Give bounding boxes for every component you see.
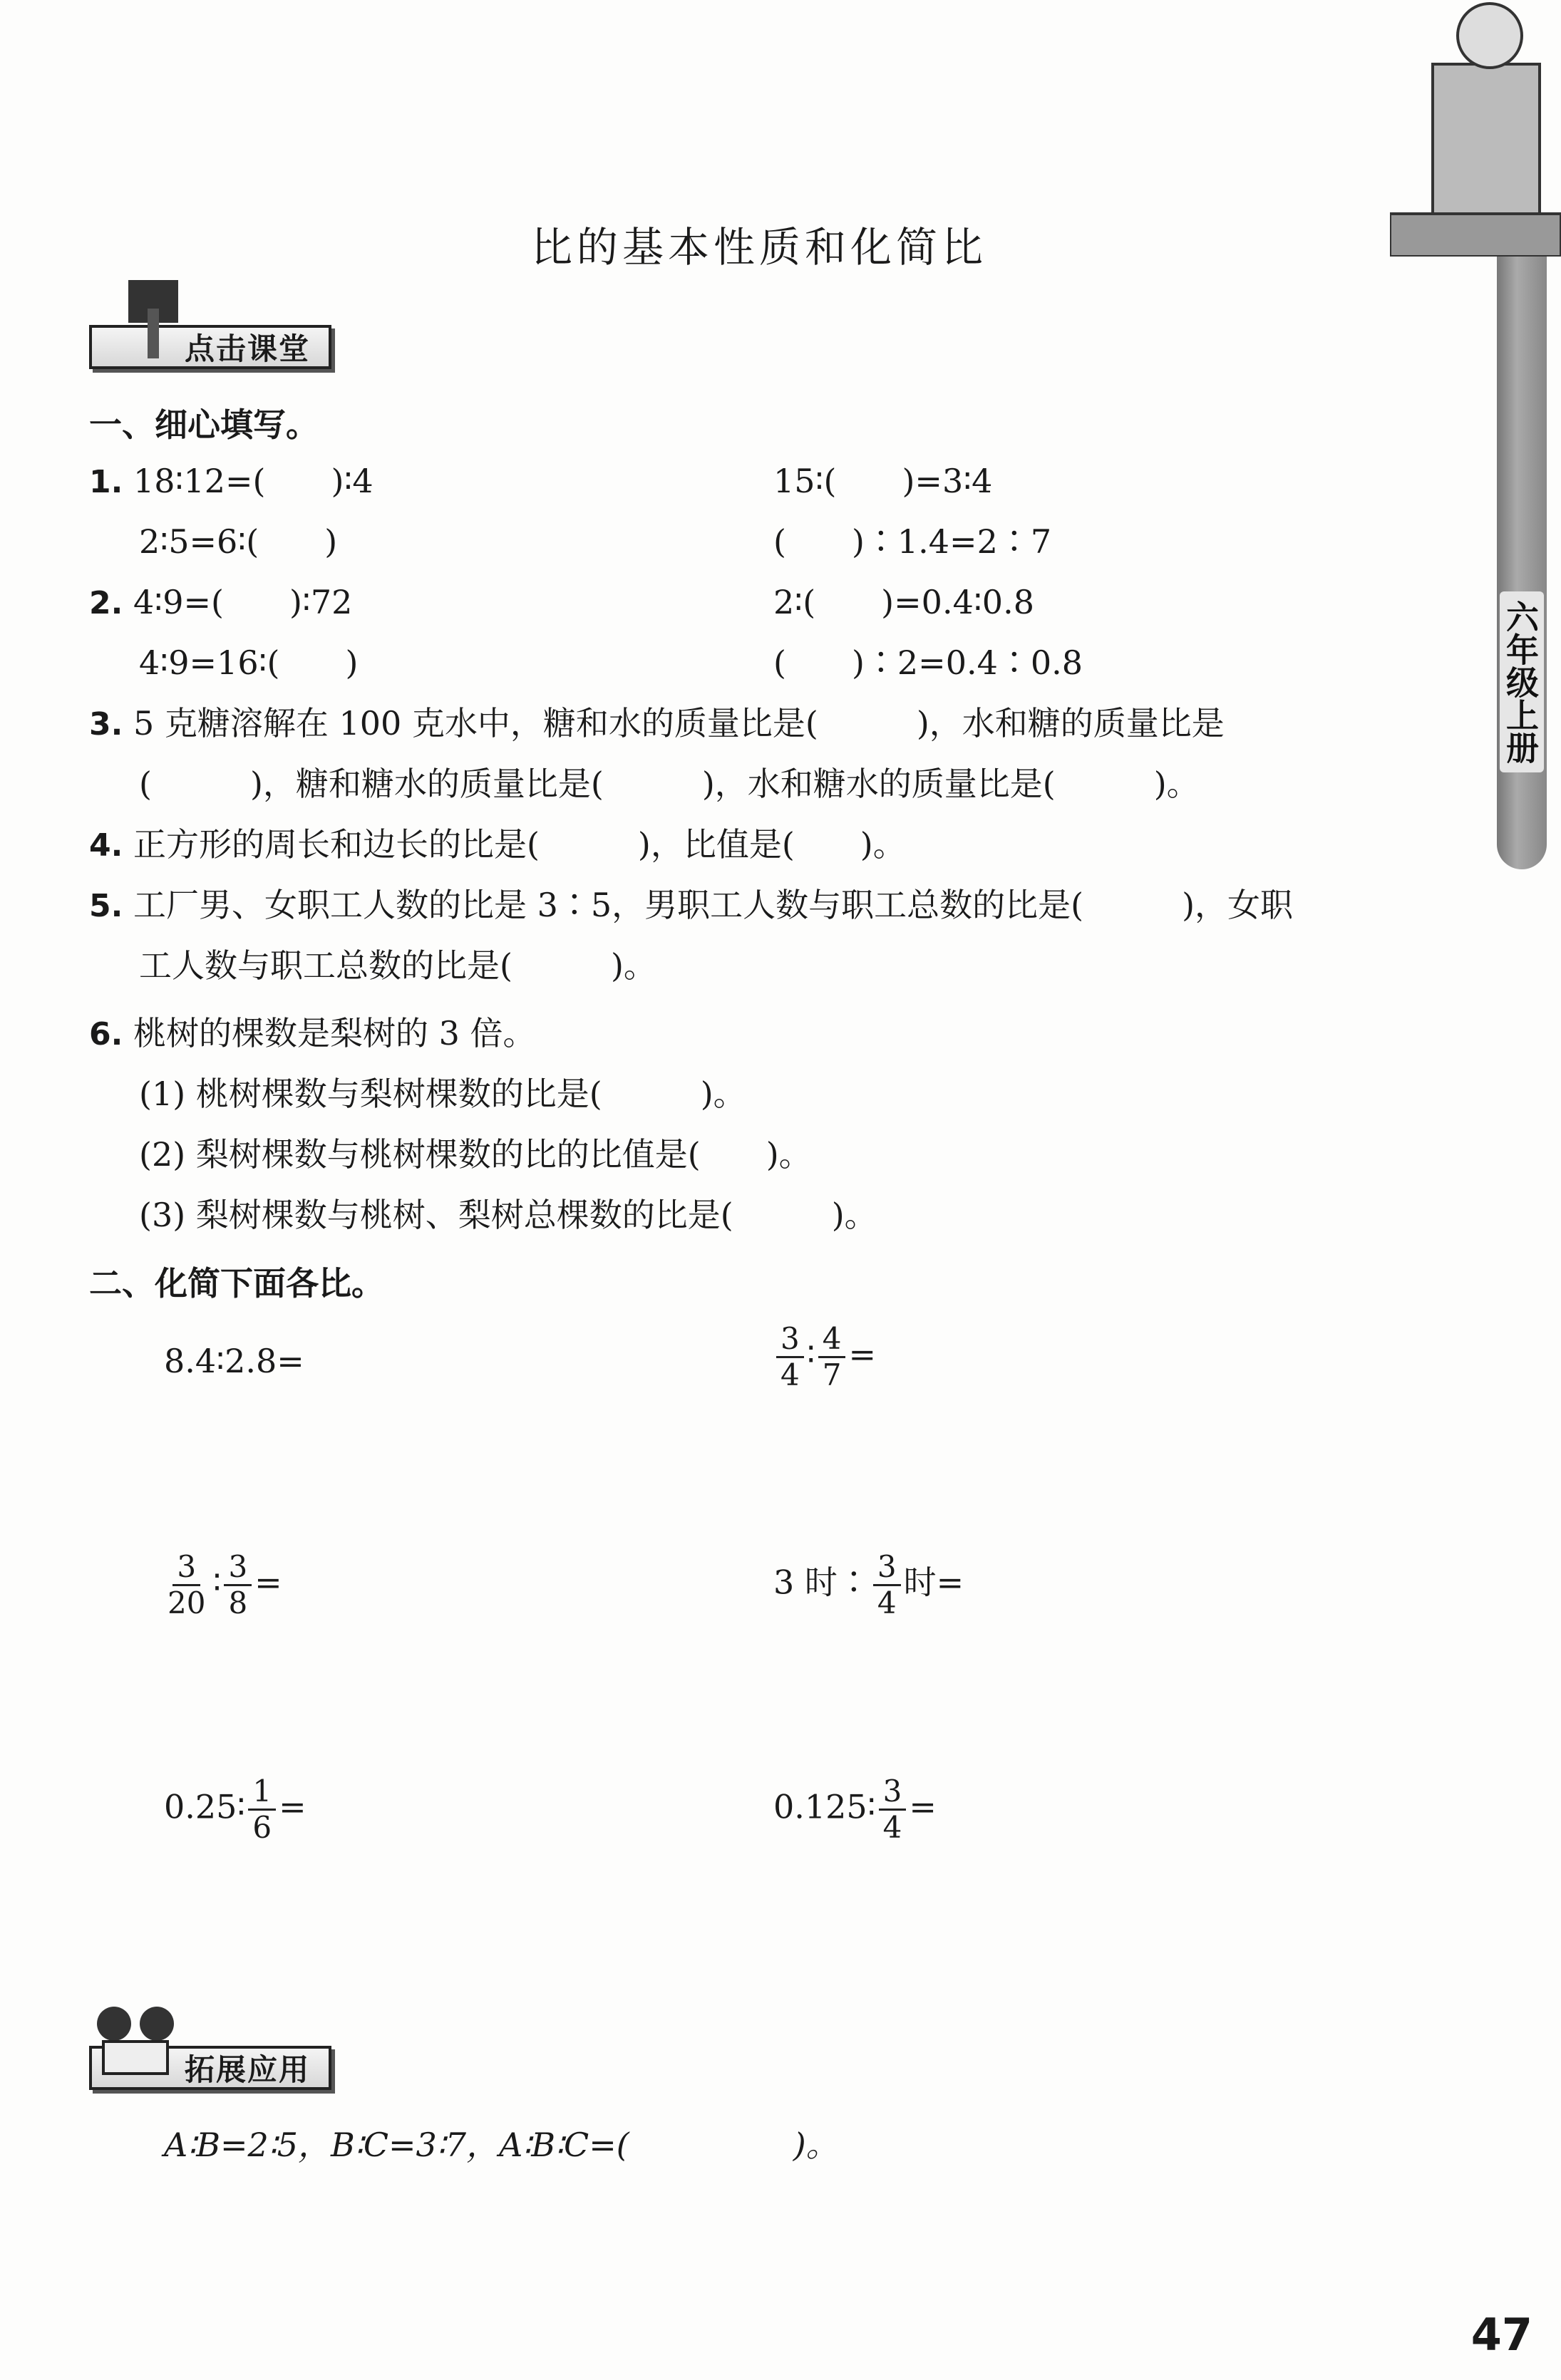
question-5b: 工人数与职工总数的比是( )。 — [139, 946, 656, 985]
question-6-1: (1) 桃树棵数与梨树棵数的比是( )。 — [139, 1075, 746, 1113]
blackboard-icon — [125, 280, 182, 366]
page-number: 47 — [1470, 2309, 1532, 2361]
question-5a: 5. 工厂男、女职工人数的比是 3∶5，男职工人数与职工总数的比是( )，女职 — [89, 886, 1294, 924]
part1-heading: 一、细心填写。 — [89, 405, 319, 444]
expr-2: $\frac{3}{4}$ ∶ $\frac{4}{7}$ = — [773, 1322, 876, 1392]
page-title: 比的基本性质和化简比 — [530, 223, 987, 271]
expr-5: 0.25∶ $\frac{1}{6}$ = — [164, 1774, 306, 1845]
question-4: 4. 正方形的周长和边长的比是( )，比值是( )。 — [89, 825, 906, 864]
side-tab — [1497, 257, 1547, 869]
question-2c: 4∶9=16∶( ) — [139, 643, 359, 682]
expr-1: 8.4∶2.8= — [164, 1342, 304, 1380]
question-6-3: (3) 梨树棵数与桃树、梨树总棵数的比是( )。 — [139, 1196, 877, 1234]
section-banner-extend — [89, 2045, 331, 2091]
question-6: 6. 桃树的棵数是梨树的 3 倍。 — [89, 1014, 536, 1052]
question-2d: ( )∶2=0.4∶0.8 — [773, 643, 1083, 682]
question-1c: 2∶5=6∶( ) — [139, 522, 338, 561]
question-1a: 1. 18∶12=( )∶4 — [89, 462, 373, 500]
expr-6: 0.125∶ $\frac{3}{4}$ = — [773, 1774, 937, 1845]
section-banner-classroom — [89, 324, 331, 370]
question-2b: 2∶( )=0.4∶0.8 — [773, 583, 1034, 621]
extend-question: A∶B=2∶5，B∶C=3∶7，A∶B∶C=( )。 — [164, 2126, 839, 2164]
expr-3: $\frac{3}{20}$ ∶ $\frac{3}{8}$ = — [168, 1549, 282, 1620]
reading-kids-icon — [89, 2002, 182, 2081]
banner-label: 拓展应用 — [89, 2046, 331, 2090]
question-3b: ( )，糖和糖水的质量比是( )，水和糖水的质量比是( )。 — [139, 765, 1200, 803]
question-1d: ( )∶1.4=2∶7 — [773, 522, 1052, 561]
question-2a: 2. 4∶9=( )∶72 — [89, 583, 353, 621]
part2-heading: 二、化简下面各比。 — [89, 1264, 384, 1303]
grade-label: 六年级上册 — [1500, 591, 1544, 772]
question-3a: 3. 5 克糖溶解在 100 克水中，糖和水的质量比是( )，水和糖的质量比是 — [89, 704, 1225, 743]
expr-4: 3 时∶ $\frac{3}{4}$ 时= — [773, 1549, 964, 1620]
banner-label: 点击课堂 — [89, 325, 331, 369]
question-6-2: (2) 梨树棵数与桃树棵数的比的比值是( )。 — [139, 1135, 812, 1174]
question-1b: 15∶( )=3∶4 — [773, 462, 993, 500]
